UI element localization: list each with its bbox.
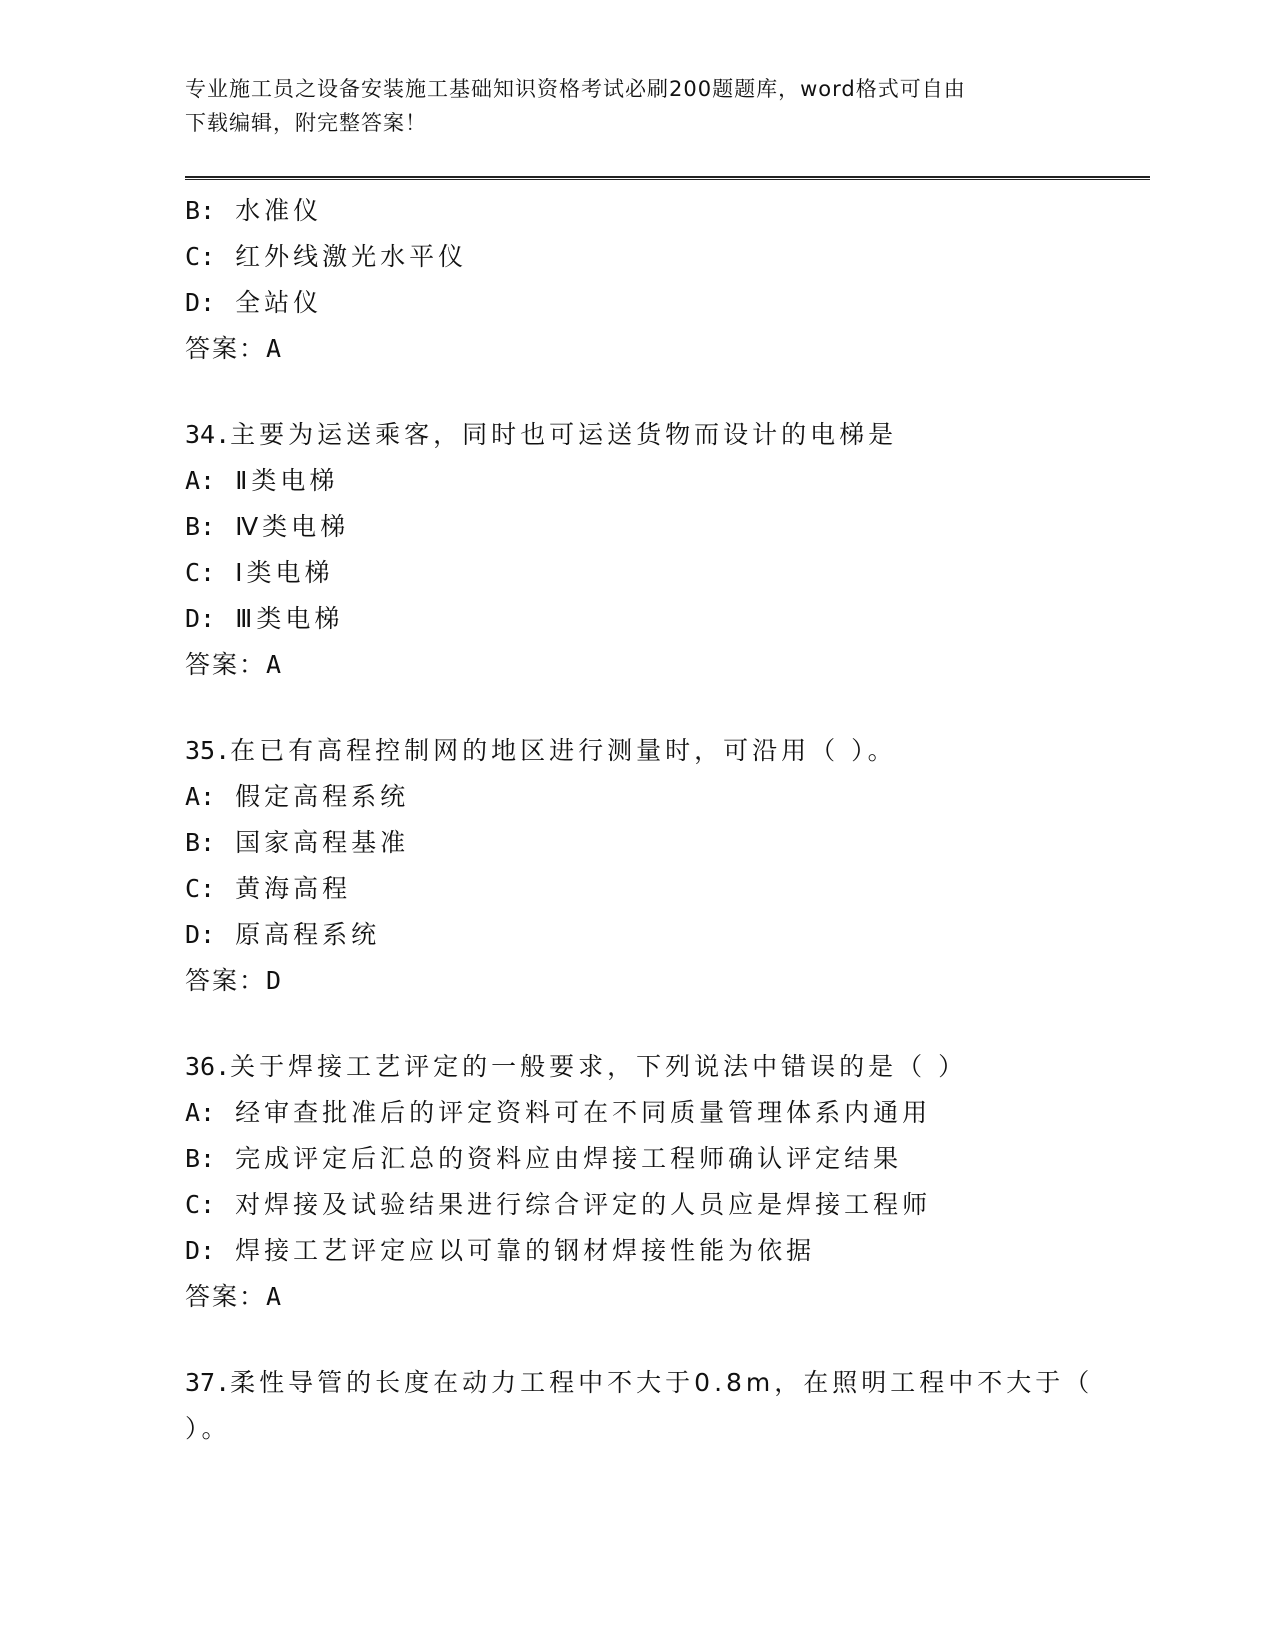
answer-label: 答案： bbox=[185, 650, 267, 679]
question-34 bbox=[185, 412, 1145, 688]
option-text: Ⅳ类电梯 bbox=[235, 512, 350, 541]
option-c: C: 黄海高程 bbox=[185, 874, 352, 903]
question-text: 在已有高程控制网的地区进行测量时，可沿用（ ）。 bbox=[230, 736, 897, 765]
question-stem-continued bbox=[185, 1406, 1145, 1452]
answer-value: A bbox=[266, 650, 284, 679]
question-33-continued bbox=[185, 188, 1145, 372]
answer-label: 答案： bbox=[185, 1282, 267, 1311]
answer-value: A bbox=[266, 334, 284, 363]
question-36 bbox=[185, 1044, 1145, 1320]
option-text: 对焊接及试验结果进行综合评定的人员应是焊接工程师 bbox=[235, 1190, 932, 1219]
header-title-line-1: 专业施工员之设备安装施工基础知识资格考试必刷200题题库，word格式可自由 bbox=[185, 77, 966, 101]
answer-line bbox=[185, 958, 1145, 1004]
question-35 bbox=[185, 728, 1145, 1004]
option-text: Ⅲ类电梯 bbox=[235, 604, 344, 633]
answer-label: 答案： bbox=[185, 966, 267, 995]
question-stem bbox=[185, 728, 1145, 774]
question-stem bbox=[185, 1044, 1145, 1090]
option-a: A: 假定高程系统 bbox=[185, 782, 410, 811]
option-text: 红外线激光水平仪 bbox=[235, 242, 468, 271]
answer-line bbox=[185, 642, 1145, 688]
question-number: 37. bbox=[185, 1368, 231, 1397]
option-b: B: 国家高程基准 bbox=[185, 828, 410, 857]
question-text-line-2: ）。 bbox=[185, 1414, 231, 1443]
option-text: 黄海高程 bbox=[235, 874, 352, 903]
option-c: C: 红外线激光水平仪 bbox=[185, 242, 468, 271]
option-b: B: 完成评定后汇总的资料应由焊接工程师确认评定结果 bbox=[185, 1144, 903, 1173]
option-c: C: 对焊接及试验结果进行综合评定的人员应是焊接工程师 bbox=[185, 1190, 932, 1219]
option-text: 完成评定后汇总的资料应由焊接工程师确认评定结果 bbox=[235, 1144, 903, 1173]
question-37 bbox=[185, 1360, 1145, 1452]
question-number: 35. bbox=[185, 736, 231, 765]
option-text: 全站仪 bbox=[235, 288, 323, 317]
answer-label: 答案： bbox=[185, 334, 267, 363]
question-number: 36. bbox=[185, 1052, 231, 1081]
option-text: 焊接工艺评定应以可靠的钢材焊接性能为依据 bbox=[235, 1236, 816, 1265]
question-text-line-1: 柔性导管的长度在动力工程中不大于0.8m，在照明工程中不大于（ bbox=[230, 1368, 1094, 1397]
question-text: 关于焊接工艺评定的一般要求，下列说法中错误的是（ ） bbox=[230, 1052, 968, 1081]
option-a: A: 经审查批准后的评定资料可在不同质量管理体系内通用 bbox=[185, 1098, 932, 1127]
question-text: 主要为运送乘客，同时也可运送货物而设计的电梯是 bbox=[230, 420, 898, 449]
option-text: Ⅰ类电梯 bbox=[235, 558, 334, 587]
option-text: 假定高程系统 bbox=[235, 782, 410, 811]
option-d: D: Ⅲ类电梯 bbox=[185, 604, 344, 633]
question-list bbox=[185, 188, 1145, 1452]
option-b: B: Ⅳ类电梯 bbox=[185, 512, 350, 541]
option-d: D: 原高程系统 bbox=[185, 920, 381, 949]
option-b: B: 水准仪 bbox=[185, 196, 323, 225]
option-text: 原高程系统 bbox=[235, 920, 381, 949]
header-divider bbox=[185, 176, 1150, 180]
question-stem bbox=[185, 412, 1145, 458]
option-text: 经审查批准后的评定资料可在不同质量管理体系内通用 bbox=[235, 1098, 932, 1127]
answer-value: D bbox=[266, 966, 284, 995]
question-number: 34. bbox=[185, 420, 231, 449]
option-c: C: Ⅰ类电梯 bbox=[185, 558, 334, 587]
header-title-line-2: 下载编辑，附完整答案！ bbox=[185, 111, 427, 135]
option-d: D: 全站仪 bbox=[185, 288, 323, 317]
answer-value: A bbox=[266, 1282, 284, 1311]
option-text: 国家高程基准 bbox=[235, 828, 410, 857]
answer-line bbox=[185, 1274, 1145, 1320]
document-header bbox=[185, 72, 1065, 140]
question-stem bbox=[185, 1360, 1145, 1406]
option-text: Ⅱ类电梯 bbox=[235, 466, 339, 495]
option-a: A: Ⅱ类电梯 bbox=[185, 466, 339, 495]
option-text: 水准仪 bbox=[235, 196, 323, 225]
answer-line bbox=[185, 326, 1145, 372]
option-d: D: 焊接工艺评定应以可靠的钢材焊接性能为依据 bbox=[185, 1236, 816, 1265]
